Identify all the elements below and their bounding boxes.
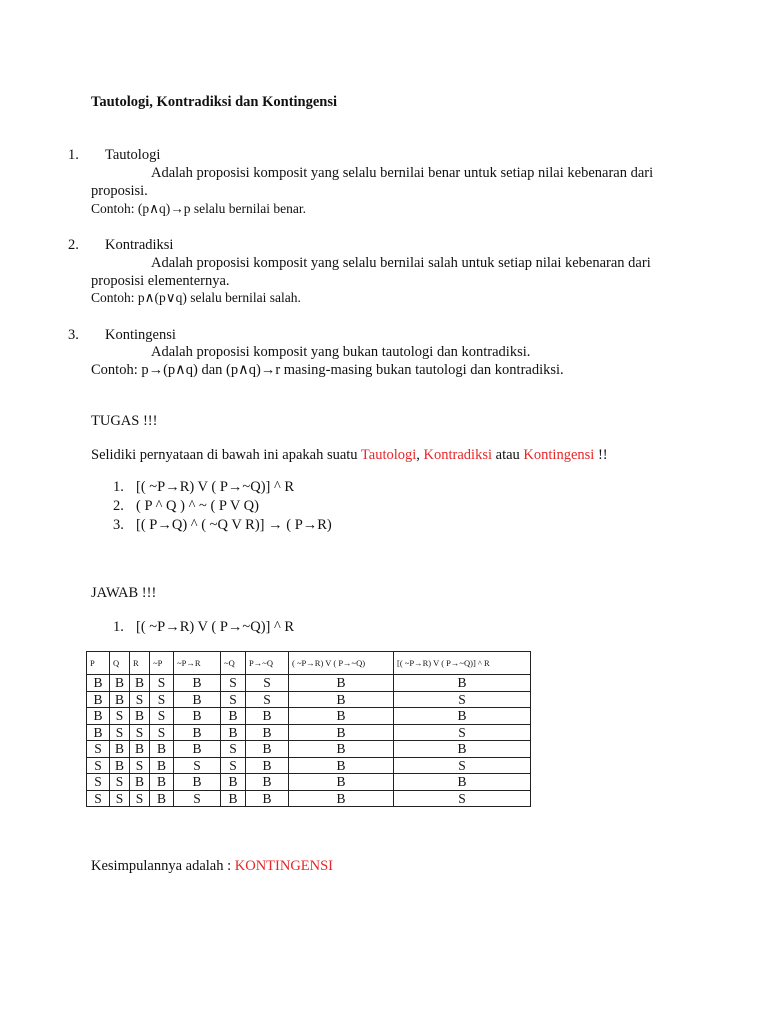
section-heading: Kontingensi (105, 327, 176, 343)
table-cell: S (130, 790, 150, 807)
definition-line: Adalah proposisi komposit yang bukan tautologi dan kontradiksi. (151, 344, 531, 360)
table-cell: B (246, 724, 289, 741)
column-header: P→~Q (246, 652, 289, 675)
table-cell: B (87, 691, 110, 708)
table-row (87, 708, 531, 725)
table-cell: S (394, 724, 531, 741)
answer-number: 1. (113, 619, 124, 635)
table-cell: S (130, 691, 150, 708)
column-header: ~Q (221, 652, 246, 675)
table-cell: B (246, 790, 289, 807)
table-cell: B (394, 675, 531, 692)
table-cell: S (394, 691, 531, 708)
table-cell: B (87, 675, 110, 692)
table-cell: B (289, 675, 394, 692)
term-kontingensi: Kontingensi (523, 447, 595, 463)
table-cell: S (87, 741, 110, 758)
column-header: ( ~P→R) V ( P→~Q) (289, 652, 394, 675)
table-cell: S (174, 790, 221, 807)
table-cell: S (221, 675, 246, 692)
table-row (87, 741, 531, 758)
table-cell: B (246, 708, 289, 725)
truth-table-body (87, 675, 531, 807)
table-cell: S (221, 741, 246, 758)
separator: , (416, 447, 424, 463)
answer-item: [( ~P→R) V ( P→~Q)] ^ R (136, 619, 295, 635)
table-row (87, 675, 531, 692)
table-cell: B (130, 741, 150, 758)
table-header-row (87, 652, 531, 675)
instruction-prefix: Selidiki pernyataan di bawah ini apakah suatu (91, 447, 361, 463)
table-cell: S (87, 757, 110, 774)
table-cell: B (289, 708, 394, 725)
table-row (87, 724, 531, 741)
table-row (87, 790, 531, 807)
table-cell: S (110, 774, 130, 791)
term-tautologi: Tautologi (360, 447, 417, 463)
term-kontradiksi: Kontradiksi (423, 447, 493, 463)
table-cell: B (150, 757, 174, 774)
table-cell: B (110, 741, 130, 758)
table-cell: B (174, 774, 221, 791)
table-cell: B (174, 691, 221, 708)
task-number: 3. (113, 517, 124, 533)
table-cell: S (87, 774, 110, 791)
section-number: 2. (68, 237, 79, 253)
section-heading: Kontradiksi (105, 237, 174, 253)
definition-line: proposisi elementernya. (91, 273, 230, 289)
truth-table (86, 651, 531, 807)
table-cell: S (150, 691, 174, 708)
table-cell: S (87, 790, 110, 807)
instruction-suffix: !! (594, 447, 608, 463)
table-cell: B (221, 774, 246, 791)
table-cell: B (110, 691, 130, 708)
table-cell: S (221, 757, 246, 774)
table-cell: B (289, 724, 394, 741)
table-cell: B (87, 708, 110, 725)
example-line: Contoh: p∧(p∨q) selalu bernilai salah. (91, 290, 301, 305)
table-cell: S (394, 790, 531, 807)
page-title: Tautologi, Kontradiksi dan Kontingensi (91, 94, 338, 110)
table-cell: B (289, 757, 394, 774)
table-cell: B (289, 790, 394, 807)
table-cell: B (221, 724, 246, 741)
table-cell: B (246, 774, 289, 791)
table-cell: B (394, 774, 531, 791)
table-cell: B (130, 675, 150, 692)
table-cell: B (394, 741, 531, 758)
table-cell: B (110, 675, 130, 692)
table-row (87, 691, 531, 708)
table-cell: S (246, 675, 289, 692)
table-cell: S (221, 691, 246, 708)
table-cell: B (174, 708, 221, 725)
column-header: R (130, 652, 150, 675)
table-cell: B (150, 741, 174, 758)
column-header: [( ~P→R) V ( P→~Q)] ^ R (394, 652, 531, 675)
conclusion-label: Kesimpulannya adalah : (91, 858, 235, 874)
table-row (87, 757, 531, 774)
conclusion (91, 858, 333, 875)
section-number: 3. (68, 327, 79, 343)
table-cell: B (87, 724, 110, 741)
column-header: P (87, 652, 110, 675)
table-cell: B (289, 691, 394, 708)
table-cell: B (174, 724, 221, 741)
table-cell: S (110, 708, 130, 725)
table-cell: S (150, 724, 174, 741)
table-cell: B (110, 757, 130, 774)
column-header: Q (110, 652, 130, 675)
tugas-instruction (91, 447, 608, 464)
table-cell: S (110, 724, 130, 741)
table-cell: B (174, 741, 221, 758)
example-line: Contoh: (p∧q)→p selalu bernilai benar. (91, 201, 306, 216)
task-item: ( P ^ Q ) ^ ~ ( P V Q) (136, 498, 259, 514)
task-item: [( P→Q) ^ ( ~Q V R)] → ( P→R) (136, 517, 332, 533)
column-header: ~P→R (174, 652, 221, 675)
table-cell: B (246, 741, 289, 758)
table-cell: B (221, 790, 246, 807)
table-cell: S (150, 708, 174, 725)
table-cell: B (246, 757, 289, 774)
table-cell: S (174, 757, 221, 774)
definition-line: Adalah proposisi komposit yang selalu bernilai salah untuk setiap nilai kebenaran dari (151, 255, 651, 271)
table-cell: S (394, 757, 531, 774)
example-line: Contoh: p→(p∧q) dan (p∧q)→r masing-masing bukan tautologi dan kontradiksi. (91, 362, 564, 378)
section-number: 1. (68, 147, 79, 163)
tugas-heading: TUGAS !!! (91, 413, 158, 429)
conclusion-value: KONTINGENSI (234, 858, 334, 874)
table-cell: S (150, 675, 174, 692)
table-cell: B (150, 774, 174, 791)
table-cell: B (150, 790, 174, 807)
table-cell: B (289, 741, 394, 758)
definition-line: proposisi. (91, 183, 148, 199)
table-cell: B (130, 708, 150, 725)
task-number: 1. (113, 479, 124, 495)
table-cell: S (110, 790, 130, 807)
table-cell: S (130, 757, 150, 774)
table-cell: B (289, 774, 394, 791)
definition-line: Adalah proposisi komposit yang selalu bernilai benar untuk setiap nilai kebenaran dari (151, 165, 654, 181)
task-number: 2. (113, 498, 124, 514)
jawab-heading: JAWAB !!! (91, 585, 157, 601)
table-cell: B (130, 774, 150, 791)
table-cell: B (174, 675, 221, 692)
column-header: ~P (150, 652, 174, 675)
separator: atau (492, 447, 524, 463)
table-cell: S (130, 724, 150, 741)
section-heading: Tautologi (105, 147, 161, 163)
table-cell: B (221, 708, 246, 725)
task-item: [( ~P→R) V ( P→~Q)] ^ R (136, 479, 295, 495)
table-cell: B (394, 708, 531, 725)
table-cell: S (246, 691, 289, 708)
table-row (87, 774, 531, 791)
